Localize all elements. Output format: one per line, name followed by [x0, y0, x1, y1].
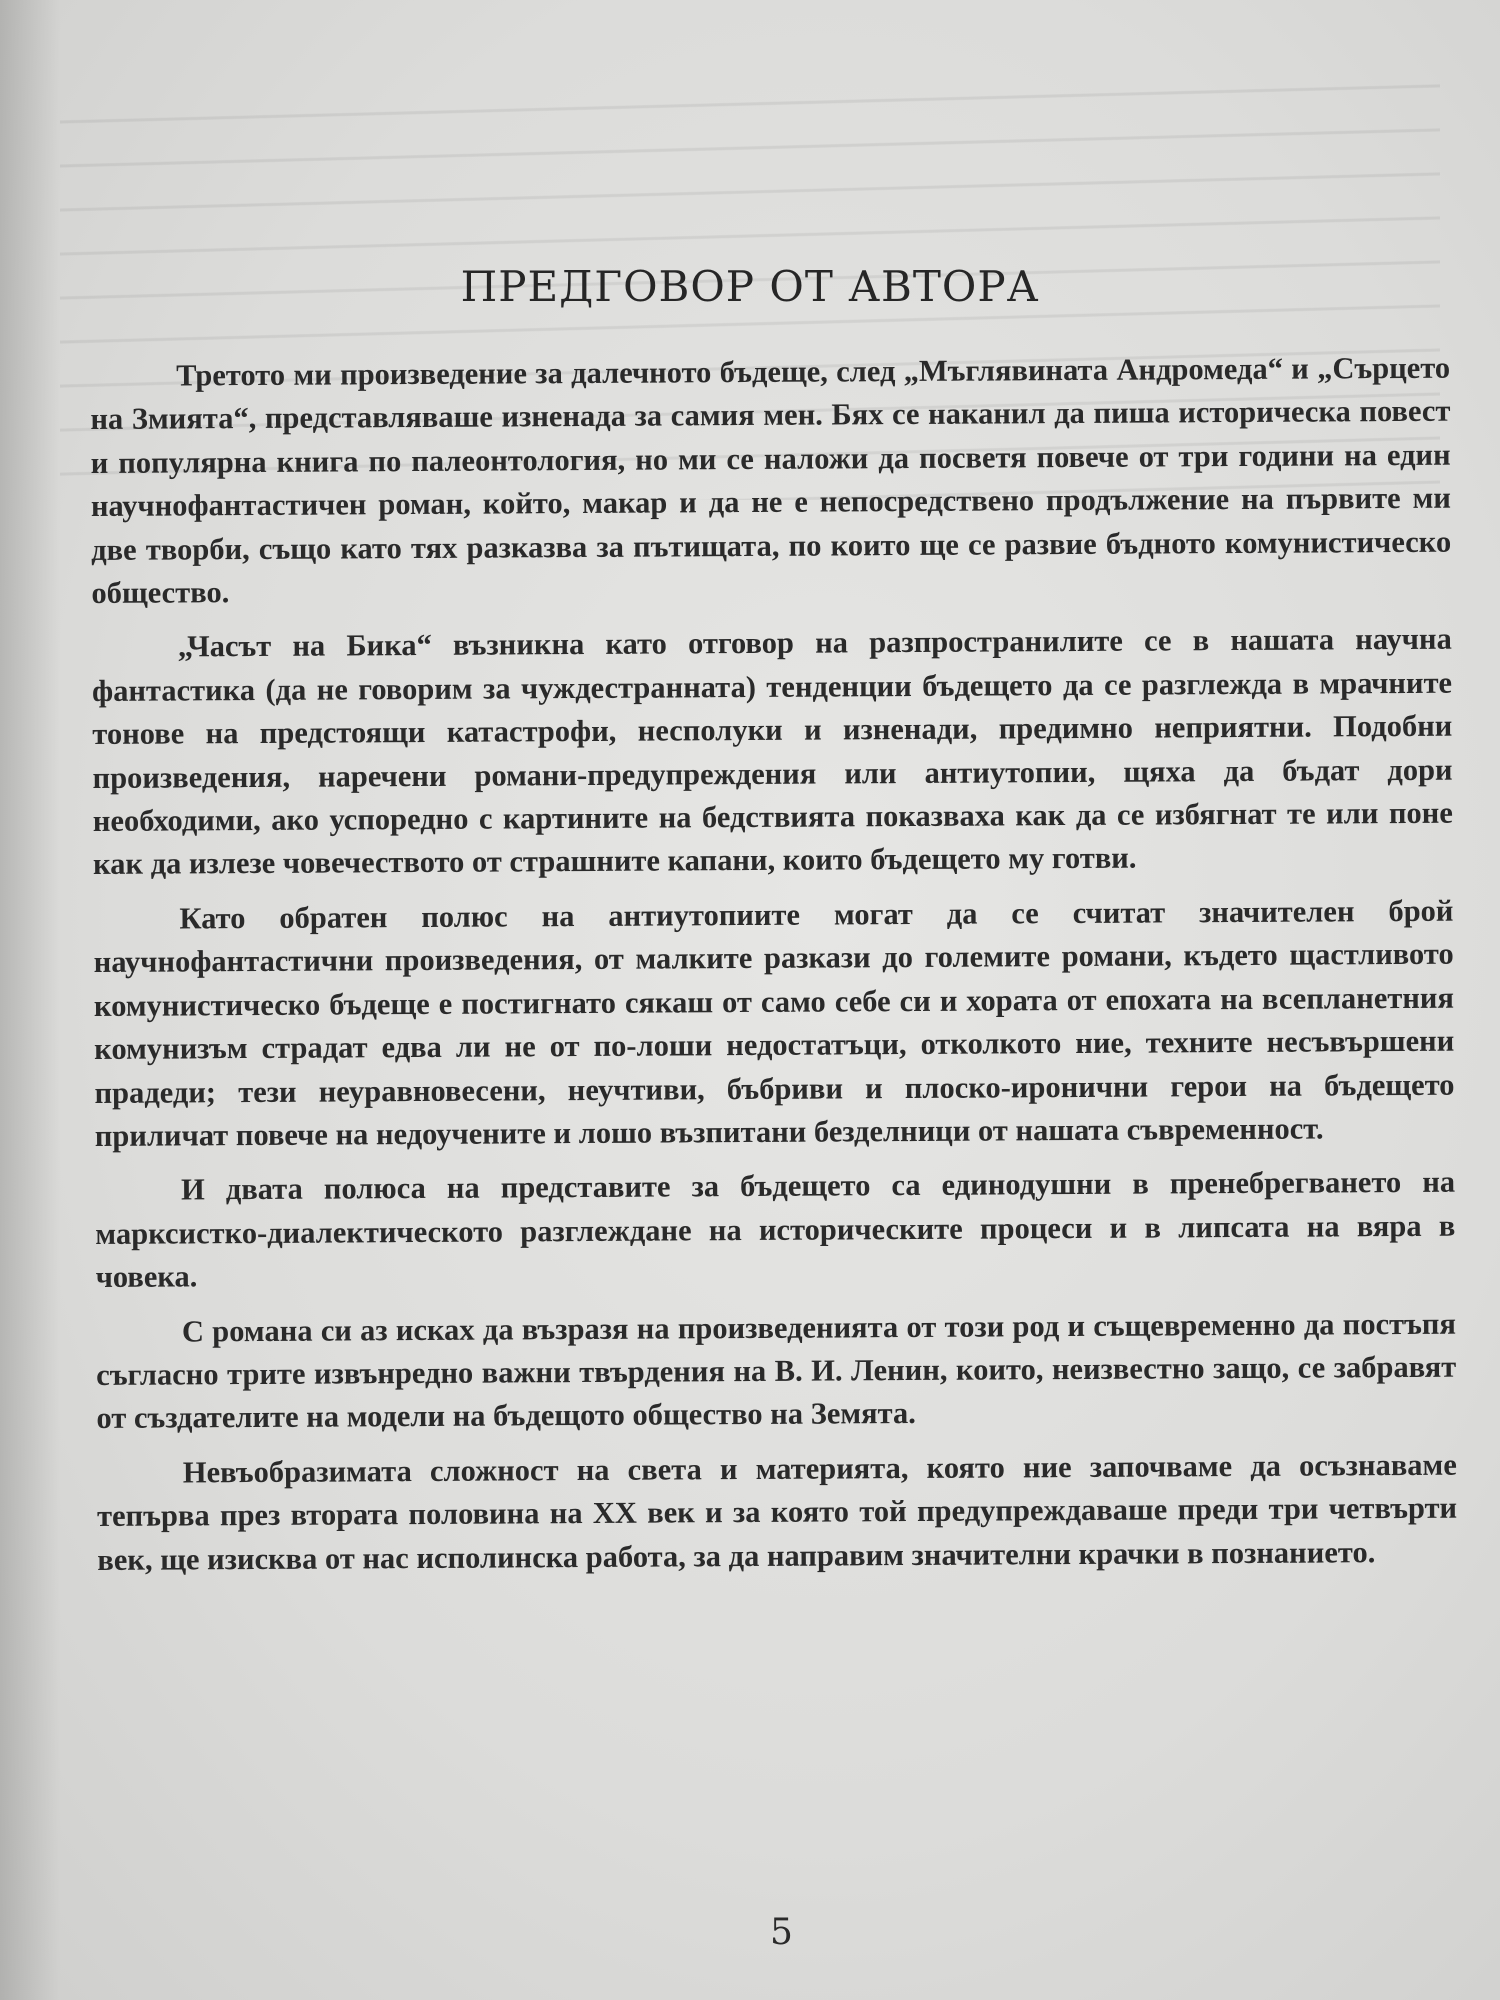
- paragraph-3: Като обратен полюс на антиутопиите могат да се считат значителен брой научнофантастични произведения, от малките разкази до големите романи, където щастливото комунистическо бъдеще е постигнато сякаш от само себе си и хората от епохата на всепланетния комунизъм страдат едва ли не от по-лоши недостатъци, отколкото ние, техните несъвършени прадеди; тези неуравновесени, неучтиви, бъбриви и плоско-иронични герои на бъдещето приличат повече на недоучените и лошо възпитани безделници от нашата съвременност.: [93, 893, 1455, 1153]
- paragraph-2: „Часът на Бика“ възникна като отговор на разпространилите се в нашата научна фантастика (да не говорим за чуждестранната) тенденции бъдещето да се разглежда в мрачните тонове на предстоящи катастрофи, несполуки и изненади, предимно неприятни. Подобни произведения, наречени романи-предупреждения или антиутопии, щяха да бъдат дори необходими, ако успоредно с картините на бедствията показваха как да се избягнат те или поне как да излезе човечеството от страшните капани, които бъдещето му готви.: [91, 622, 1453, 882]
- paragraph-5: С романа си аз исках да възразя на произведенията от този род и същевременно да постъпя съгласно трите извънредно важни твърдения на В. И. Ленин, които, неизвестно защо, се забравят от създателите на модели на бъдещото общество на Земята.: [96, 1306, 1457, 1436]
- body-text: [90, 347, 1458, 1593]
- chapter-title: ПРЕДГОВОР ОТ АВТОРА: [460, 262, 1040, 311]
- paragraph-1: Третото ми произведение за далечното бъдеще, след „Мъглявината Андромеда“ и „Сърцето на Змията“, представляваше изненада за самия мен. Бях се наканил да пиша историческа повест и популярна книга по палеонтология, но ми се наложи да посветя повече от три години на един научнофантастичен роман, който, макар и да не е непосредствено продължение на първите ми две творби, също като тях разказва за пътищата, по които ще се развие бъдното комунистическо общество.: [90, 350, 1452, 611]
- page-number: 5: [770, 1912, 793, 1953]
- paragraph-6: Невъобразимата сложност на света и материята, която ние започваме да осъзнаваме тепърва през втората половина на XX век и за която той предупреждаваше преди три четвърти век, ще изисква от нас исполинска работа, за да направим значителни крачки в познанието.: [96, 1447, 1458, 1577]
- paragraph-4: И двата полюса на представите за бъдещето са единодушни в пренебрегването на марксистко-диалектическото разглеждане на историческите процеси и в липсата на вяра в човека.: [95, 1164, 1456, 1295]
